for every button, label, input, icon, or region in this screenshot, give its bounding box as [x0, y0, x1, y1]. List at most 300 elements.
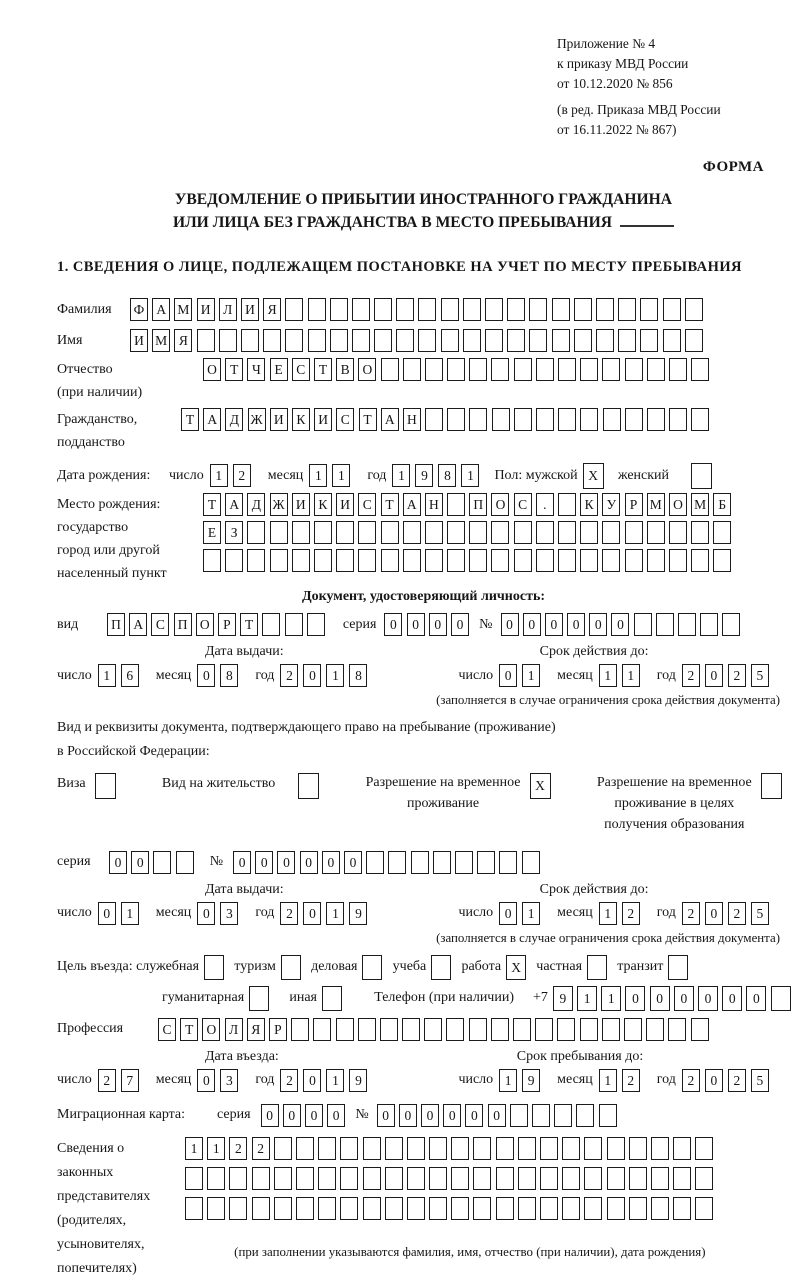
char-box[interactable] — [625, 549, 643, 572]
char-box[interactable] — [358, 1018, 376, 1041]
char-box[interactable] — [669, 358, 687, 381]
char-box[interactable]: 1 — [522, 902, 540, 925]
char-box[interactable] — [518, 1137, 536, 1160]
char-box[interactable] — [713, 549, 731, 572]
char-box[interactable] — [447, 358, 465, 381]
char-box[interactable] — [574, 329, 592, 352]
char-box[interactable]: Р — [218, 613, 236, 636]
char-box[interactable]: 1 — [326, 664, 344, 687]
char-box[interactable]: 1 — [599, 902, 617, 925]
char-box[interactable]: Я — [174, 329, 192, 352]
char-box[interactable] — [274, 1197, 292, 1220]
char-box[interactable] — [558, 521, 576, 544]
char-box[interactable] — [640, 298, 658, 321]
char-box[interactable]: К — [580, 493, 598, 516]
char-box[interactable] — [685, 298, 703, 321]
char-box[interactable]: 2 — [229, 1137, 247, 1160]
char-box[interactable]: 0 — [407, 613, 425, 636]
char-box[interactable] — [618, 298, 636, 321]
char-box[interactable] — [629, 1167, 647, 1190]
char-box[interactable] — [229, 1197, 247, 1220]
char-box[interactable] — [447, 408, 465, 431]
char-box[interactable] — [385, 1197, 403, 1220]
char-box[interactable]: . — [536, 493, 554, 516]
char-box[interactable] — [407, 1197, 425, 1220]
char-box[interactable] — [557, 1018, 575, 1041]
char-box[interactable] — [241, 329, 259, 352]
char-box[interactable] — [252, 1167, 270, 1190]
char-box[interactable] — [558, 549, 576, 572]
char-box[interactable] — [669, 408, 687, 431]
char-box[interactable] — [580, 358, 598, 381]
char-box[interactable]: 0 — [443, 1104, 461, 1127]
char-box[interactable] — [296, 1137, 314, 1160]
char-box[interactable]: 1 — [309, 464, 327, 487]
char-box[interactable] — [685, 329, 703, 352]
char-box[interactable] — [451, 1197, 469, 1220]
char-box[interactable]: 8 — [220, 664, 238, 687]
char-box[interactable] — [552, 329, 570, 352]
char-box[interactable]: X — [506, 955, 526, 980]
char-box[interactable]: 1 — [185, 1137, 203, 1160]
char-box[interactable]: 0 — [488, 1104, 506, 1127]
char-box[interactable]: 0 — [705, 664, 723, 687]
char-box[interactable]: 1 — [326, 1069, 344, 1092]
char-box[interactable] — [469, 549, 487, 572]
char-box[interactable] — [352, 329, 370, 352]
char-box[interactable]: 0 — [650, 986, 670, 1011]
char-box[interactable] — [469, 521, 487, 544]
char-box[interactable] — [602, 358, 620, 381]
char-box[interactable] — [285, 329, 303, 352]
char-box[interactable]: 0 — [303, 902, 321, 925]
char-box[interactable]: 0 — [625, 986, 645, 1011]
char-box[interactable]: И — [270, 408, 288, 431]
char-box[interactable]: М — [691, 493, 709, 516]
char-box[interactable]: А — [381, 408, 399, 431]
char-box[interactable] — [540, 1197, 558, 1220]
char-box[interactable] — [381, 358, 399, 381]
char-box[interactable]: О — [203, 358, 221, 381]
char-box[interactable] — [429, 1137, 447, 1160]
char-box[interactable]: 2 — [98, 1069, 116, 1092]
char-box[interactable]: 0 — [523, 613, 541, 636]
char-box[interactable]: Р — [269, 1018, 287, 1041]
char-box[interactable] — [477, 851, 495, 874]
char-box[interactable]: К — [314, 493, 332, 516]
char-box[interactable] — [396, 298, 414, 321]
char-box[interactable]: 0 — [722, 986, 742, 1011]
char-box[interactable] — [446, 1018, 464, 1041]
char-box[interactable] — [274, 1167, 292, 1190]
char-box[interactable]: 0 — [567, 613, 585, 636]
char-box[interactable] — [540, 1137, 558, 1160]
char-box[interactable]: Б — [713, 493, 731, 516]
char-box[interactable] — [314, 521, 332, 544]
title-blank-underline[interactable] — [620, 224, 674, 227]
char-box[interactable]: 5 — [751, 902, 769, 925]
char-box[interactable]: С — [336, 408, 354, 431]
char-box[interactable] — [270, 549, 288, 572]
char-box[interactable] — [584, 1197, 602, 1220]
char-box[interactable] — [381, 521, 399, 544]
char-box[interactable] — [625, 358, 643, 381]
char-box[interactable] — [634, 613, 652, 636]
char-box[interactable]: О — [491, 493, 509, 516]
char-box[interactable] — [336, 549, 354, 572]
char-box[interactable]: 0 — [261, 1104, 279, 1127]
char-box[interactable] — [469, 1018, 487, 1041]
char-box[interactable] — [358, 549, 376, 572]
char-box[interactable] — [229, 1167, 247, 1190]
char-box[interactable]: М — [174, 298, 192, 321]
char-box[interactable]: 0 — [303, 1069, 321, 1092]
char-box[interactable] — [262, 613, 280, 636]
char-box[interactable]: 0 — [705, 1069, 723, 1092]
char-box[interactable]: З — [225, 521, 243, 544]
char-box[interactable]: 8 — [349, 664, 367, 687]
char-box[interactable] — [225, 549, 243, 572]
char-box[interactable]: 3 — [220, 1069, 238, 1092]
char-box[interactable] — [270, 521, 288, 544]
char-box[interactable]: 0 — [705, 902, 723, 925]
char-box[interactable]: 1 — [392, 464, 410, 487]
char-box[interactable]: 6 — [121, 664, 139, 687]
char-box[interactable] — [536, 358, 554, 381]
char-box[interactable] — [629, 1137, 647, 1160]
char-box[interactable]: Т — [240, 613, 258, 636]
char-box[interactable] — [363, 1197, 381, 1220]
char-box[interactable] — [558, 358, 576, 381]
char-box[interactable] — [713, 521, 731, 544]
char-box[interactable]: 2 — [252, 1137, 270, 1160]
char-box[interactable]: 1 — [599, 664, 617, 687]
char-box[interactable]: 1 — [622, 664, 640, 687]
char-box[interactable] — [602, 549, 620, 572]
char-box[interactable] — [352, 298, 370, 321]
char-box[interactable] — [535, 1018, 553, 1041]
char-box[interactable]: П — [107, 613, 125, 636]
char-box[interactable] — [388, 851, 406, 874]
char-box[interactable]: 0 — [499, 902, 517, 925]
char-box[interactable]: 2 — [280, 1069, 298, 1092]
char-box[interactable] — [185, 1197, 203, 1220]
char-box[interactable]: Л — [219, 298, 237, 321]
char-box[interactable] — [514, 521, 532, 544]
char-box[interactable] — [441, 329, 459, 352]
char-box[interactable] — [447, 549, 465, 572]
char-box[interactable] — [691, 549, 709, 572]
char-box[interactable] — [496, 1137, 514, 1160]
char-box[interactable]: Т — [314, 358, 332, 381]
char-box[interactable]: 1 — [461, 464, 479, 487]
char-box[interactable] — [492, 408, 510, 431]
char-box[interactable]: Я — [263, 298, 281, 321]
char-box[interactable] — [691, 408, 709, 431]
char-box[interactable] — [451, 1167, 469, 1190]
char-box[interactable] — [385, 1137, 403, 1160]
char-box[interactable] — [673, 1137, 691, 1160]
char-box[interactable] — [607, 1197, 625, 1220]
char-box[interactable] — [263, 329, 281, 352]
char-box[interactable]: 2 — [682, 902, 700, 925]
char-box[interactable] — [580, 1018, 598, 1041]
char-box[interactable] — [363, 1137, 381, 1160]
char-box[interactable]: 9 — [522, 1069, 540, 1092]
char-box[interactable]: Д — [247, 493, 265, 516]
char-box[interactable] — [673, 1197, 691, 1220]
char-box[interactable] — [362, 955, 382, 980]
char-box[interactable] — [668, 1018, 686, 1041]
char-box[interactable] — [584, 1137, 602, 1160]
char-box[interactable] — [473, 1137, 491, 1160]
char-box[interactable] — [580, 549, 598, 572]
char-box[interactable] — [402, 1018, 420, 1041]
char-box[interactable] — [678, 613, 696, 636]
char-box[interactable]: О — [196, 613, 214, 636]
char-box[interactable]: 0 — [501, 613, 519, 636]
char-box[interactable]: 2 — [728, 664, 746, 687]
char-box[interactable]: Е — [203, 521, 221, 544]
char-box[interactable] — [491, 521, 509, 544]
char-box[interactable] — [485, 298, 503, 321]
char-box[interactable] — [340, 1167, 358, 1190]
char-box[interactable]: В — [336, 358, 354, 381]
char-box[interactable] — [536, 408, 554, 431]
char-box[interactable] — [647, 408, 665, 431]
char-box[interactable] — [663, 329, 681, 352]
char-box[interactable]: 9 — [553, 986, 573, 1011]
char-box[interactable]: 0 — [429, 613, 447, 636]
char-box[interactable] — [296, 1197, 314, 1220]
char-box[interactable]: С — [292, 358, 310, 381]
char-box[interactable]: 0 — [283, 1104, 301, 1127]
char-box[interactable]: 1 — [210, 464, 228, 487]
char-box[interactable] — [431, 955, 451, 980]
char-box[interactable]: 0 — [300, 851, 318, 874]
char-box[interactable] — [197, 329, 215, 352]
char-box[interactable]: 0 — [303, 664, 321, 687]
char-box[interactable]: 9 — [349, 1069, 367, 1092]
char-box[interactable] — [514, 549, 532, 572]
char-box[interactable] — [485, 329, 503, 352]
char-box[interactable] — [469, 408, 487, 431]
char-box[interactable] — [513, 1018, 531, 1041]
char-box[interactable]: 0 — [277, 851, 295, 874]
char-box[interactable] — [587, 955, 607, 980]
char-box[interactable] — [562, 1197, 580, 1220]
char-box[interactable] — [574, 298, 592, 321]
char-box[interactable] — [691, 463, 712, 489]
char-box[interactable] — [463, 298, 481, 321]
char-box[interactable] — [499, 851, 517, 874]
char-box[interactable]: 0 — [465, 1104, 483, 1127]
char-box[interactable] — [596, 329, 614, 352]
char-box[interactable]: 0 — [255, 851, 273, 874]
char-box[interactable] — [700, 613, 718, 636]
char-box[interactable] — [496, 1167, 514, 1190]
char-box[interactable] — [473, 1167, 491, 1190]
char-box[interactable] — [562, 1167, 580, 1190]
char-box[interactable]: И — [197, 298, 215, 321]
char-box[interactable]: 1 — [326, 902, 344, 925]
char-box[interactable]: И — [292, 493, 310, 516]
char-box[interactable]: 0 — [399, 1104, 417, 1127]
char-box[interactable] — [403, 549, 421, 572]
char-box[interactable] — [451, 1137, 469, 1160]
char-box[interactable] — [153, 851, 171, 874]
char-box[interactable]: Т — [381, 493, 399, 516]
char-box[interactable] — [691, 1018, 709, 1041]
char-box[interactable] — [529, 298, 547, 321]
char-box[interactable]: 2 — [728, 1069, 746, 1092]
char-box[interactable]: 0 — [98, 902, 116, 925]
char-box[interactable]: 3 — [220, 902, 238, 925]
char-box[interactable]: 0 — [305, 1104, 323, 1127]
char-box[interactable]: А — [225, 493, 243, 516]
char-box[interactable] — [552, 298, 570, 321]
char-box[interactable] — [651, 1137, 669, 1160]
char-box[interactable]: И — [314, 408, 332, 431]
char-box[interactable] — [176, 851, 194, 874]
char-box[interactable] — [425, 408, 443, 431]
char-box[interactable] — [336, 1018, 354, 1041]
char-box[interactable] — [491, 549, 509, 572]
char-box[interactable]: 1 — [98, 664, 116, 687]
char-box[interactable]: 0 — [746, 986, 766, 1011]
char-box[interactable] — [274, 1137, 292, 1160]
char-box[interactable]: У — [602, 493, 620, 516]
char-box[interactable] — [330, 298, 348, 321]
char-box[interactable]: 9 — [349, 902, 367, 925]
char-box[interactable]: 1 — [121, 902, 139, 925]
char-box[interactable] — [554, 1104, 572, 1127]
char-box[interactable] — [532, 1104, 550, 1127]
char-box[interactable]: С — [151, 613, 169, 636]
char-box[interactable] — [651, 1167, 669, 1190]
char-box[interactable]: 2 — [682, 1069, 700, 1092]
char-box[interactable]: Ф — [130, 298, 148, 321]
char-box[interactable]: 0 — [197, 1069, 215, 1092]
char-box[interactable]: Т — [181, 408, 199, 431]
char-box[interactable] — [669, 521, 687, 544]
char-box[interactable] — [418, 329, 436, 352]
char-box[interactable] — [584, 1167, 602, 1190]
char-box[interactable] — [507, 298, 525, 321]
char-box[interactable] — [473, 1197, 491, 1220]
char-box[interactable]: 0 — [344, 851, 362, 874]
char-box[interactable]: 2 — [280, 902, 298, 925]
char-box[interactable]: 1 — [332, 464, 350, 487]
char-box[interactable] — [366, 851, 384, 874]
char-box[interactable] — [291, 1018, 309, 1041]
char-box[interactable]: Ж — [248, 408, 266, 431]
char-box[interactable]: П — [174, 613, 192, 636]
char-box[interactable] — [663, 298, 681, 321]
char-box[interactable] — [292, 549, 310, 572]
char-box[interactable] — [425, 549, 443, 572]
char-box[interactable] — [469, 358, 487, 381]
char-box[interactable] — [496, 1197, 514, 1220]
char-box[interactable] — [647, 358, 665, 381]
char-box[interactable] — [385, 1167, 403, 1190]
char-box[interactable] — [447, 521, 465, 544]
char-box[interactable] — [433, 851, 451, 874]
char-box[interactable] — [576, 1104, 594, 1127]
char-box[interactable]: О — [202, 1018, 220, 1041]
char-box[interactable]: И — [336, 493, 354, 516]
char-box[interactable] — [518, 1167, 536, 1190]
char-box[interactable] — [625, 521, 643, 544]
char-box[interactable]: Н — [425, 493, 443, 516]
char-box[interactable]: Ч — [247, 358, 265, 381]
char-box[interactable] — [518, 1197, 536, 1220]
char-box[interactable]: 2 — [622, 1069, 640, 1092]
char-box[interactable]: 2 — [233, 464, 251, 487]
char-box[interactable]: Т — [180, 1018, 198, 1041]
char-box[interactable] — [599, 1104, 617, 1127]
char-box[interactable] — [651, 1197, 669, 1220]
char-box[interactable]: 0 — [698, 986, 718, 1011]
char-box[interactable] — [322, 986, 342, 1011]
char-box[interactable] — [252, 1197, 270, 1220]
char-box[interactable] — [562, 1137, 580, 1160]
char-box[interactable] — [380, 1018, 398, 1041]
char-box[interactable] — [624, 1018, 642, 1041]
char-box[interactable]: 1 — [577, 986, 597, 1011]
char-box[interactable]: 1 — [601, 986, 621, 1011]
char-box[interactable] — [514, 408, 532, 431]
char-box[interactable] — [249, 986, 269, 1011]
char-box[interactable]: Я — [247, 1018, 265, 1041]
char-box[interactable] — [298, 773, 319, 799]
char-box[interactable] — [95, 773, 116, 799]
char-box[interactable] — [514, 358, 532, 381]
char-box[interactable]: О — [358, 358, 376, 381]
char-box[interactable] — [602, 1018, 620, 1041]
char-box[interactable] — [424, 1018, 442, 1041]
char-box[interactable] — [307, 613, 325, 636]
char-box[interactable]: 5 — [751, 664, 769, 687]
char-box[interactable] — [522, 851, 540, 874]
char-box[interactable] — [330, 329, 348, 352]
char-box[interactable]: 0 — [109, 851, 127, 874]
char-box[interactable] — [695, 1137, 713, 1160]
char-box[interactable]: 0 — [499, 664, 517, 687]
char-box[interactable] — [646, 1018, 664, 1041]
char-box[interactable] — [292, 521, 310, 544]
char-box[interactable] — [540, 1167, 558, 1190]
char-box[interactable]: М — [647, 493, 665, 516]
char-box[interactable] — [647, 549, 665, 572]
char-box[interactable] — [558, 493, 576, 516]
char-box[interactable]: А — [203, 408, 221, 431]
char-box[interactable]: 0 — [674, 986, 694, 1011]
char-box[interactable] — [407, 1137, 425, 1160]
char-box[interactable] — [722, 613, 740, 636]
char-box[interactable]: 1 — [207, 1137, 225, 1160]
char-box[interactable] — [507, 329, 525, 352]
char-box[interactable] — [771, 986, 791, 1011]
char-box[interactable] — [381, 549, 399, 572]
char-box[interactable]: 0 — [421, 1104, 439, 1127]
char-box[interactable]: 7 — [121, 1069, 139, 1092]
char-box[interactable]: 0 — [197, 902, 215, 925]
char-box[interactable]: Д — [225, 408, 243, 431]
char-box[interactable] — [640, 329, 658, 352]
char-box[interactable] — [618, 329, 636, 352]
char-box[interactable]: И — [241, 298, 259, 321]
